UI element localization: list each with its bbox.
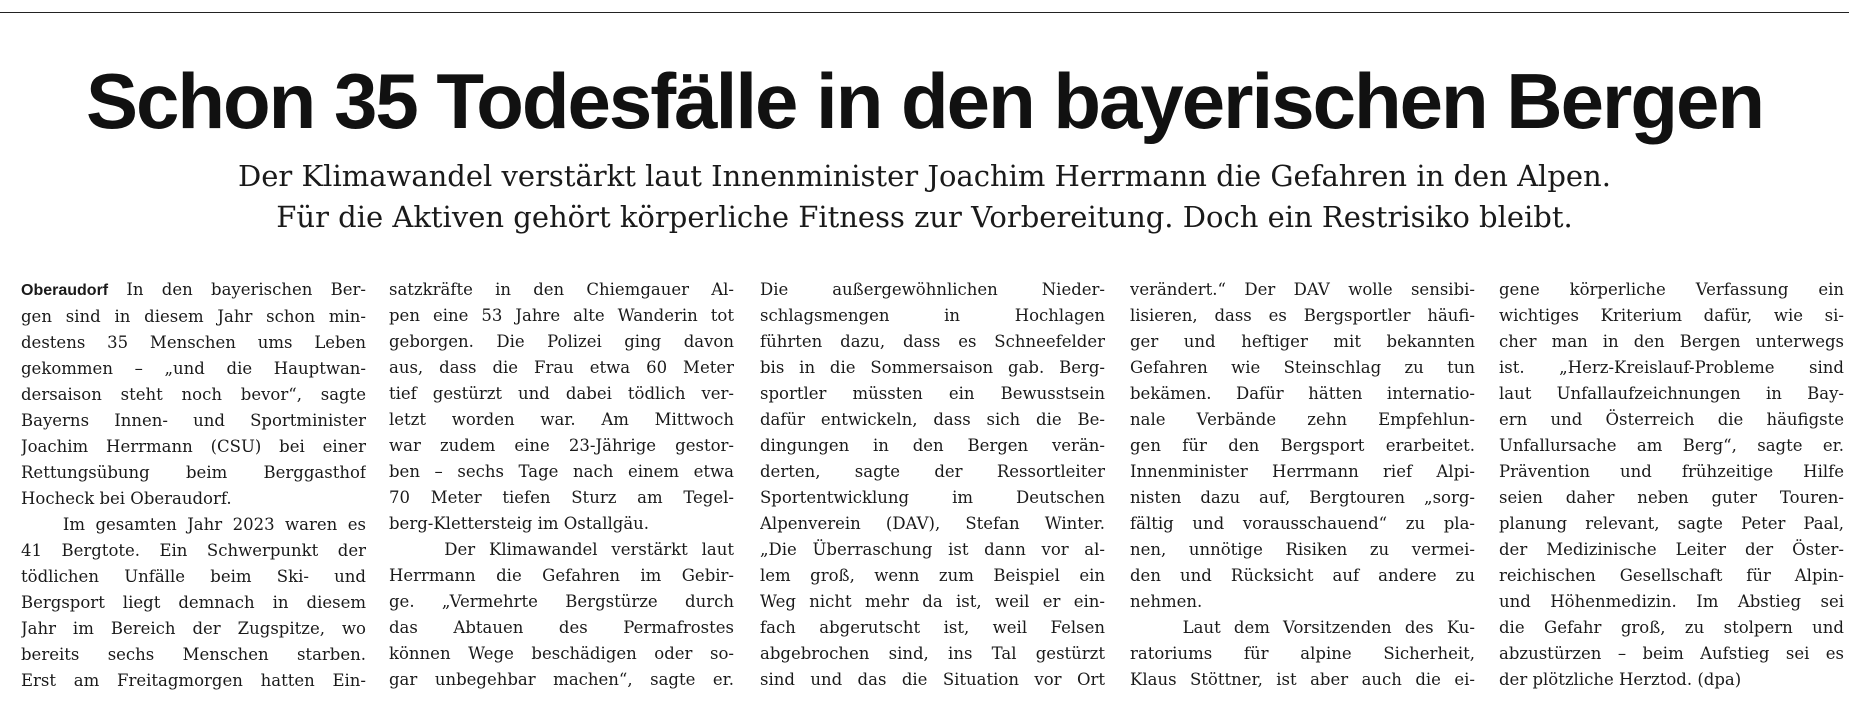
text-line: 70 Meter tiefen Sturz am Tegel- [389, 488, 734, 507]
text-line: schlagsmengen in Hochlagen [760, 306, 1105, 325]
top-rule [0, 12, 1849, 13]
text-line: laut Unfallaufzeichnungen in Bay- [1499, 384, 1844, 403]
dateline: Oberaudorf [21, 282, 109, 299]
text-line: Hocheck bei Oberaudorf. [21, 489, 232, 508]
text-line: nisten dazu auf, Bergtouren „sorg- [1130, 488, 1475, 507]
text-line: abzustürzen – beim Aufstieg sei es [1499, 644, 1844, 663]
text-line: destens 35 Menschen ums Leben [21, 333, 366, 352]
text-line: der plötzliche Herztod. (dpa) [1499, 670, 1742, 689]
text-line: aus, dass die Frau etwa 60 Meter [389, 358, 734, 377]
article-column-2 [389, 277, 734, 693]
text-line: lisieren, dass es Bergsportler häufi- [1130, 306, 1475, 325]
text-line: bis in die Sommersaison gab. Berg- [760, 358, 1105, 377]
text-line: und Höhenmedizin. Im Abstieg sei [1499, 592, 1844, 611]
text-line: ist. „Herz-Kreislauf-Probleme sind [1499, 358, 1844, 377]
text-line: nen, unnötige Risiken zu vermei- [1130, 540, 1475, 559]
text-line: Sportentwicklung im Deutschen [760, 488, 1105, 507]
text-line: ben – sechs Tage nach einem etwa [389, 462, 734, 481]
text-line: führten dazu, dass es Schneefelder [760, 332, 1105, 351]
subheadline-line: Für die Aktiven gehört körperliche Fitness zur Vorbereitung. Doch ein Restrisiko bleibt. [276, 200, 1573, 234]
text-line: Joachim Herrmann (CSU) bei einer [21, 437, 366, 456]
text-line: Klaus Stöttner, ist aber auch die ei- [1130, 670, 1475, 689]
text-line: sind und das die Situation vor Ort [760, 670, 1105, 689]
text-line: die Gefahr groß, zu stolpern und [1499, 618, 1844, 637]
text-line: Innenminister Herrmann rief Alpi- [1130, 462, 1475, 481]
text-line: gekommen – „und die Hauptwan- [21, 359, 366, 378]
text-line: Gefahren wie Steinschlag zu tun [1130, 358, 1475, 377]
text-line: dingungen in den Bergen verän- [760, 436, 1105, 455]
text-line: seien daher neben guter Touren- [1499, 488, 1844, 507]
text-line: Laut dem Vorsitzenden des Ku- [1130, 618, 1475, 637]
text-line: Bergsport liegt demnach in diesem [21, 593, 366, 612]
text-line: berg-Klettersteig im Ostallgäu. [389, 514, 650, 533]
text-line: tödlichen Unfälle beim Ski- und [21, 567, 366, 586]
subheadline [0, 156, 1849, 238]
text-line: Erst am Freitagmorgen hatten Ein- [21, 671, 366, 690]
text-line: 41 Bergtote. Ein Schwerpunkt der [21, 541, 366, 560]
text-line: Der Klimawandel verstärkt laut [389, 540, 734, 559]
text-line: tief gestürzt und dabei tödlich ver- [389, 384, 734, 403]
text-line: bereits sechs Menschen starben. [21, 645, 366, 664]
text-line: reichischen Gesellschaft für Alpin- [1499, 566, 1844, 585]
text-line: gen sind in diesem Jahr schon min- [21, 307, 366, 326]
article-column-5 [1499, 277, 1844, 693]
text-line: können Wege beschädigen oder so- [389, 644, 734, 663]
text-line: dersaison steht noch bevor“, sagte [21, 385, 366, 404]
text-line: derten, sagte der Ressortleiter [760, 462, 1105, 481]
text-line: planung relevant, sagte Peter Paal, [1499, 514, 1844, 533]
text-line: geborgen. Die Polizei ging davon [389, 332, 734, 351]
text-line: abgebrochen sind, ins Tal gestürzt [760, 644, 1105, 663]
text-line: gar unbegehbar machen“, sagte er. [389, 670, 734, 689]
text-line: Im gesamten Jahr 2023 waren es [21, 515, 366, 534]
text-line: Weg nicht mehr da ist, weil er ein- [760, 592, 1105, 611]
text-line: das Abtauen des Permafrostes [389, 618, 734, 637]
text-line: war zudem eine 23-Jährige gestor- [389, 436, 734, 455]
text-line [21, 277, 366, 304]
text-line: Die außergewöhnlichen Nieder- [760, 280, 1105, 299]
text-line: nehmen. [1130, 592, 1203, 611]
text-line: Alpenverein (DAV), Stefan Winter. [760, 514, 1105, 533]
text-line: fältig und vorausschauend“ zu pla- [1130, 514, 1475, 533]
text-line: verändert.“ Der DAV wolle sensibi- [1130, 280, 1475, 299]
subheadline-line: Der Klimawandel verstärkt laut Innenminister Joachim Herrmann die Gefahren in den Alpen. [238, 159, 1611, 193]
text-line: wichtiges Kriterium dafür, wie si- [1499, 306, 1844, 325]
text-line: satzkräfte in den Chiemgauer Al- [389, 280, 734, 299]
article-column-3 [760, 277, 1105, 693]
text-line: gene körperliche Verfassung ein [1499, 280, 1844, 299]
text-line: den und Rücksicht auf andere zu [1130, 566, 1475, 585]
text-line-rest: In den bayerischen Ber- [108, 280, 366, 299]
text-line: „Die Überraschung ist dann vor al- [760, 540, 1105, 559]
text-line: lem groß, wenn zum Beispiel ein [760, 566, 1105, 585]
text-line: ern und Österreich die häufigste [1499, 410, 1844, 429]
text-line: sportler müssten ein Bewusstsein [760, 384, 1105, 403]
text-line: Bayerns Innen- und Sportminister [21, 411, 366, 430]
text-line: letzt worden war. Am Mittwoch [389, 410, 734, 429]
text-line: ratoriums für alpine Sicherheit, [1130, 644, 1475, 663]
article-column-4 [1130, 277, 1475, 693]
text-line: cher man in den Bergen unterwegs [1499, 332, 1844, 351]
text-line: der Medizinische Leiter der Öster- [1499, 540, 1844, 559]
headline: Schon 35 Todesfälle in den bayerischen Bergen [85, 57, 1764, 145]
text-line: Prävention und frühzeitige Hilfe [1499, 462, 1844, 481]
text-line: ger und heftiger mit bekannten [1130, 332, 1475, 351]
text-line: fach abgerutscht ist, weil Felsen [760, 618, 1105, 637]
text-line: nale Verbände zehn Empfehlun- [1130, 410, 1475, 429]
text-line: ge. „Vermehrte Bergstürze durch [389, 592, 734, 611]
text-line: pen eine 53 Jahre alte Wanderin tot [389, 306, 734, 325]
text-line: gen für den Bergsport erarbeitet. [1130, 436, 1475, 455]
text-line: dafür entwickeln, dass sich die Be- [760, 410, 1105, 429]
article-column-1 [21, 277, 366, 694]
text-line: bekämen. Dafür hätten internatio- [1130, 384, 1475, 403]
text-line: Jahr im Bereich der Zugspitze, wo [21, 619, 366, 638]
text-line: Unfallursache am Berg“, sagte er. [1499, 436, 1844, 455]
text-line: Rettungsübung beim Berggasthof [21, 463, 366, 482]
text-line: Herrmann die Gefahren im Gebir- [389, 566, 734, 585]
